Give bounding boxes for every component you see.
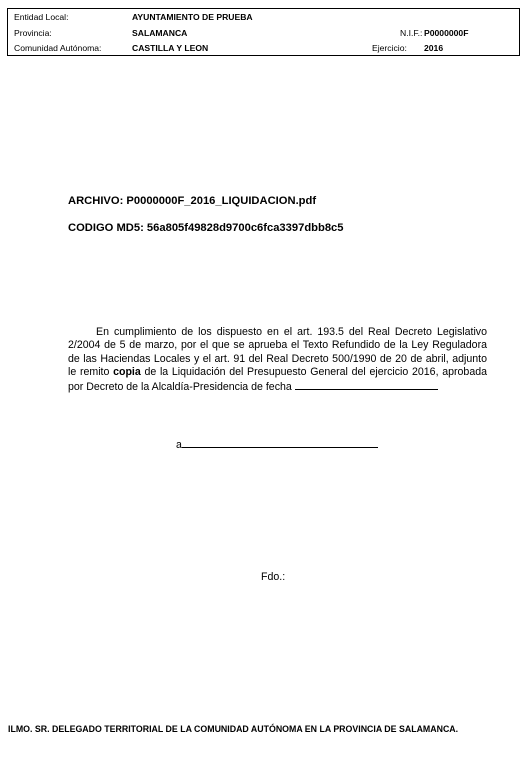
header-row-comunidad — [8, 41, 519, 55]
entidad-value: AYUNTAMIENTO DE PRUEBA — [132, 12, 253, 22]
ejercicio-value: 2016 — [424, 43, 444, 53]
recipient-address: ILMO. SR. DELEGADO TERRITORIAL DE LA COMUNIDAD AUTÓNOMA EN LA PROVINCIA DE SALAMANCA. — [8, 724, 459, 734]
place-blank-line[interactable] — [182, 437, 378, 448]
document-header — [7, 8, 520, 56]
ejercicio-label: Ejercicio: — [372, 43, 407, 53]
provincia-label: Provincia: — [14, 28, 52, 38]
comunidad-label: Comunidad Autónoma: — [14, 43, 102, 53]
header-row-entidad — [8, 10, 519, 24]
body-text-after: de la Liquidación del Presupuesto General del ejercicio 2016, aprobada por Decreto de la Alcaldía-Presidencia de fecha — [68, 365, 487, 394]
nif-label: N.I.F.: — [400, 28, 423, 38]
fecha-blank-line[interactable] — [295, 379, 438, 390]
entidad-label: Entidad Local: — [14, 12, 69, 22]
comunidad-value: CASTILLA Y LEON — [132, 43, 209, 53]
body-paragraph — [68, 326, 487, 394]
header-row-provincia — [8, 26, 519, 40]
codigo-md5-line: CODIGO MD5: 56a805f49828d9700c6fca3397dbb8c5 — [68, 222, 344, 234]
nif-value: P0000000F — [424, 28, 469, 38]
signature-label: Fdo.: — [261, 571, 286, 583]
archivo-line: ARCHIVO: P0000000F_2016_LIQUIDACION.pdf — [68, 195, 317, 207]
place-prefix: a — [176, 439, 182, 451]
body-bold-copia: copia — [113, 365, 141, 378]
provincia-value: SALAMANCA — [132, 28, 188, 38]
body-text-before: En cumplimiento de los dispuesto en el art. 193.5 del Real Decreto Legislativo 2/2004 de 5 de marzo, por el que se aprueba el Texto Refundido de la Ley Reguladora de las Haciendas Locales y el art. 91 del Real Decreto 500/1990 de 20 de abril, adjunto le remito — [68, 326, 487, 378]
place-date-line — [176, 437, 378, 452]
